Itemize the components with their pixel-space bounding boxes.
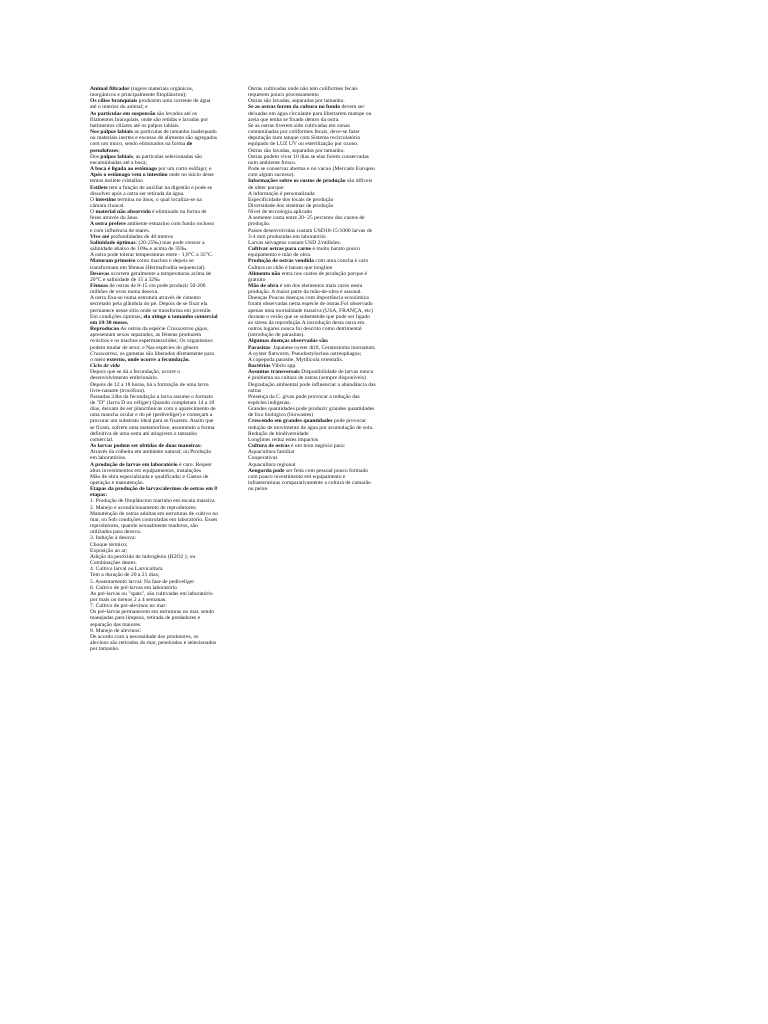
bold-text: Assuntos transversais: [248, 369, 300, 376]
text-run: ocorrem geralmente a temperaturas acima de 20°C e salinidade de 15 a 32‰: [90, 270, 212, 283]
right-text-column: [248, 86, 376, 492]
text-run: Choque térmico;: [90, 541, 128, 548]
text-run: Depois que se dá a fecundação, ocorre o desenvolvimento embrionário.: [90, 369, 181, 382]
paragraph: [90, 185, 218, 197]
bold-text: Animal filtrador: [90, 86, 130, 92]
text-run: O: [90, 209, 96, 216]
paragraph: [90, 486, 218, 498]
text-run: ;: [118, 147, 120, 154]
text-run: as partículas de tamanho inadequado ou materiais inertes e excesso de alimento são agregados com um muco, sendo eliminados na forma: [90, 129, 218, 148]
paragraph: [90, 129, 218, 154]
text-run: termina no ânus, o qual localiza-se na câmara cloacal.: [90, 196, 202, 209]
text-run: Longlines reduz estes impactos: [248, 436, 319, 443]
paragraph: [248, 468, 376, 493]
right-column-body: [248, 86, 376, 492]
text-run: O: [90, 196, 96, 203]
left-column-part-2: [90, 326, 218, 652]
paragraph: [248, 246, 376, 258]
paragraph: [248, 104, 376, 122]
text-run: Combinações destes.: [90, 560, 137, 567]
text-run: é caro: Requer altos investimentos em equipamentos, instalações: [90, 461, 212, 474]
paragraph: [90, 609, 218, 627]
text-run: entra nos custos de produção porque é gratuito: [248, 270, 368, 283]
bold-text: Crescendo em grandes quantidades: [248, 418, 333, 425]
text-run: Exposição ao ar;: [90, 547, 128, 554]
text-run: Ostras cultivadas onde não tem coliformes fecais requerem pouco processamento: [248, 86, 358, 99]
paragraph: [90, 98, 218, 110]
bold-text: Algumas doenças observadas são:: [248, 338, 329, 345]
text-run: , as partículas selecionadas são encaminhadas até a boca;: [90, 153, 203, 166]
paragraph: [248, 382, 376, 394]
bold-text: Parasitas: [248, 344, 271, 351]
text-run: 1. Produção de fitoplâncton marinho em escala massiva: [90, 498, 215, 505]
left-text-column: [90, 86, 218, 652]
bold-text: intestino: [95, 196, 116, 203]
text-run: Especificidade dos locais de produção: [248, 196, 334, 203]
text-run: Degradação ambiental pode influenciar a abundância das ostras: [248, 381, 376, 394]
paragraph: [90, 258, 218, 270]
text-run: A ostra pode tolerar temperaturas entre - 1,8°C a 35°C.: [90, 252, 213, 259]
left-column-part-1: [90, 86, 218, 326]
text-run: é um bom negócio para:: [289, 443, 346, 450]
bold-text: Cultivar ostras para carne: [248, 246, 312, 253]
bold-text: Maturam primeiro: [90, 258, 136, 265]
text-run: Disponibilidade de larvas nunca é problema na cultura de ostras (sempre disponíveis): [248, 369, 374, 382]
paragraph: [90, 591, 218, 603]
italic-text: Crassostrea gigas: [166, 326, 208, 333]
paragraph: [248, 394, 376, 406]
text-run: ser feita com pessoal pouco formado com pouco investimento em equipamento e infraestruturas comparativamente a cultura de camarão ou peixe.: [248, 467, 371, 493]
text-run: Manutenção de ostras adultas em estruturas de cultivo no mar, ou Sob condições controladas em laboratório. Esses reprodutores, quando sexualmente maduros, são utilizados para desova.: [90, 510, 218, 536]
text-run: pode provocar redução de movimento de água por acumulação de solo.: [248, 418, 374, 431]
text-run: Depois de 12 a 18 horas, há a formação de uma larva livre-natante (trocófora).: [90, 381, 209, 394]
bold-text: Após o estômago vem o intestino: [90, 172, 168, 179]
bold-text: Se as ostras forem da cultura no fundo: [248, 104, 341, 111]
italic-text: Crassostrea: [90, 350, 117, 357]
text-run: 7. Cultivo de pré-alevinos no mar:: [90, 603, 167, 610]
paragraph: [248, 406, 376, 418]
text-run: 8. Manejo de alevinos:: [90, 627, 141, 634]
paragraph: [90, 172, 218, 184]
paragraph: [248, 271, 376, 283]
text-run: Cooperativas: [248, 455, 278, 462]
text-run: 2. Manejo e acondicionamento de reprodutores:: [90, 504, 197, 511]
paragraph: [90, 271, 218, 283]
text-run: Passadas 24hs da fecundação a larva assume o formato de "D" (larva D ou véliger) Quando completam 14 a 18 dias, deixam de ser planctônicas com o aparecimento de uma mancha ocular e do pé (pediveliger) e começam a procurar um substrato ideal para se fixarem. Assim que se fixam, sofrem uma metamorfose, assumindo a forma definitiva de uma ostra até atingirem o tamanho comercial.: [90, 393, 216, 443]
bold-italic-text: Ciclo de vida: [90, 363, 120, 370]
text-run: Nível de tecnologia aplicado: [248, 209, 313, 216]
paragraph: [248, 283, 376, 295]
text-run: Aquacultura familiar: [248, 449, 295, 456]
text-run: Mão de obra especializada e qualificada; e Gastos de operação e manutenção.: [90, 473, 209, 486]
text-run: Dos: [90, 153, 101, 160]
text-run: Se as ostras tiverem sido cultivadas em zonas contaminadas por coliformes fecais, deve-se fazer depuração num tanque com Sistema recirculatório equipado de LUZ UV ou esterilização por ozono.: [248, 122, 361, 148]
bold-text: Reproducao: [90, 326, 120, 333]
bold-text: palpos labiais: [100, 153, 133, 160]
paragraph: [248, 86, 376, 98]
text-run: , os gametas são liberados diretamente para o meio: [90, 350, 214, 363]
text-run: Através da colheita em ambiente natural; ou Produção em laboratórios.: [90, 449, 212, 462]
paragraph: [248, 123, 376, 148]
text-run: é muito barato pouco equipamento e mão de obra.: [248, 246, 360, 259]
text-run: A semente custa entre 20- 25 percento dos custos de produção.: [248, 215, 365, 228]
bold-text: A produção de larvas em laboratório: [90, 461, 178, 468]
text-run: A informação é personalizada: [248, 190, 315, 197]
bold-text: material não absorvido: [95, 209, 151, 216]
paragraph: [248, 228, 376, 240]
text-run: Cultura no chão é barato que longline: [248, 264, 333, 271]
text-run: A copepoda parasite, Mytilicola orientalis.: [248, 356, 344, 363]
paragraph: [90, 197, 218, 209]
bold-text: Salinidade óptimas: [90, 239, 136, 246]
bold-text: Bactérias: [248, 363, 271, 370]
text-run: onde no início deste temos estilete cristalino: [90, 172, 214, 185]
paragraph: [90, 221, 218, 233]
text-run: ambiente estuarino com fundo rochoso e com influência de marés.: [90, 221, 215, 234]
paragraph: [90, 443, 218, 461]
text-run: Ostras podem viver 10 dias se elas forem conservadas num ambiente fresco.: [248, 153, 369, 166]
text-run: Vibrio spp.: [270, 363, 297, 370]
bold-text: Produção de ostras vendida: [248, 258, 314, 265]
text-run: profundidades de 40 metros: [109, 233, 173, 240]
text-run: produzem uma corrente de água até o interior do animal; e: [90, 98, 211, 111]
text-run: Ostras são lavadas, separadas por tamanho.: [248, 98, 345, 105]
paragraph: [90, 283, 218, 295]
text-run: Grandes quantidades pode produzir grandes quantidades de lixo biológico (biowastes): [248, 406, 375, 419]
bold-text: Os cílios branquiais: [90, 98, 138, 105]
text-run: Redução de biodiversidade: [248, 430, 309, 437]
bold-text: Aengorda pode: [248, 467, 285, 474]
paragraph: [248, 295, 376, 338]
text-run: é um dos elementos mais caros nesta produção. A maior parte da mão-de-obra é sasonal.: [248, 283, 363, 296]
paragraph: [90, 240, 218, 252]
paragraph: [248, 166, 376, 178]
bold-text: A ostra prefere: [90, 221, 126, 228]
bold-text: externo, onde ocorre a fecundação.: [106, 356, 190, 363]
bold-text: ela atinge o tamanho comercial em 18-30 meses.: [90, 313, 218, 326]
text-run: Diversidade dos sistemas de produção: [248, 202, 334, 209]
bold-text: Estilete: [90, 184, 108, 191]
paragraph: [248, 345, 376, 357]
bold-text: Cultura de ostras: [248, 443, 290, 450]
text-run: As ostras da espécie: [119, 326, 167, 333]
paragraph: [90, 295, 218, 326]
text-run: por um curto esôfago; e: [156, 166, 212, 173]
text-run: (ingere materiais orgânicos, inorgânicos e principalmente fitoplâncton);: [90, 86, 194, 99]
bold-text: Mão de obra: [248, 283, 279, 289]
bold-text: Etapas da produção de larvas/alevinos de ostras em 8 etapas:: [90, 486, 218, 499]
text-run: 5. Assentamento larval: Na fase de pediveliger: [90, 578, 195, 585]
text-run: são levados até os filamentos branquiais, onde são retidas e lavadas por batimentos ciliares até os palpos labiais.: [90, 110, 209, 129]
text-run: : Japanese oyster drill, Ceratostoma inornatum; A oyster flatworm, Pseudostylochus ostreophagus;: [248, 344, 376, 357]
text-run: De acordo com a necessidade dos produtores, os alevinos são retirados do mar, peneirados e selecionados por tamanho.: [90, 633, 217, 653]
text-run: Tem a duração de 20 a 21 dias;: [90, 572, 160, 579]
paragraph: [90, 462, 218, 474]
text-run: devem ser deixadas em água circulante para libertarem matope ou areia que tenha se fixado dentro da ostra.: [248, 104, 372, 123]
text-run: Doenças Poucas doenças com importância económica foram observadas nesta espécie de ostras.Foi observado apenas uma mortalidade massiva (USA, FRANÇA, etc) durante o verão que se subentende que pode ser ligado ao stress da reprodução.A introdução desta ostra em outros lugares nunca foi descrito como detrimental (introdução de parasitas).: [248, 295, 373, 339]
text-run: Pode se conservar abertas e no vacuo (Mercado Europeu com algum sucesso).: [248, 166, 375, 179]
text-run: são difíceis de obter porque:: [248, 178, 373, 191]
text-run: de ostras de 8-15 cm pode produzir 50-200 milhões de ovos numa desova.: [90, 283, 206, 296]
text-run: , apresentam sexos separados, as fêmeas produzem ovócitos e os machos espermatozóides; Os organismos podem mudar de sexo; e Nas espécies do gênero: [90, 326, 213, 351]
text-run: com uma concha é caro: [313, 258, 369, 265]
paragraph: [248, 215, 376, 227]
text-run: : (20-25‰) mas pode crescer a salinidade abaixo de 10‰ e acima de 35‰.: [90, 239, 205, 253]
paragraph: [90, 511, 218, 536]
text-run: As pré-larvas ou "spats", são cultivadas em laboratório por mais ou menos 2 a 4 semanas.: [90, 590, 213, 603]
paragraph: [248, 154, 376, 166]
paragraph: [248, 418, 376, 430]
bold-text: de pseudofezes: [90, 141, 193, 154]
paragraph: [90, 382, 218, 394]
text-run: Os pré-larvas permanecem em estruturas no mar, sendo manejadas para limpeza, retirada de predadores e separação das maiores.: [90, 609, 215, 628]
bold-text: A boca é ligada ao estômago: [90, 166, 157, 173]
text-run: Larvas selvagens custam USD 2/milhões.: [248, 239, 342, 246]
text-run: 3. Indução à desova:: [90, 535, 136, 542]
paragraph: [90, 154, 218, 166]
paragraph: [90, 369, 218, 381]
bold-text: Nos palpos labiais: [90, 129, 133, 136]
paragraph: [90, 209, 218, 221]
text-run: A ostra fixa-se numa estrutura através de cimento secretado pela glândula do pé. Depois de se fixar ela permanece nesse sítio onde se transforma em juvenile. Em condições óptimas,: [90, 295, 212, 320]
text-run: Ostras são lavadas, separadas por tamanho.: [248, 147, 345, 154]
text-run: como machos e depois se transformam em fêmeas (Hermafrodita sequencial).: [90, 258, 206, 271]
bold-text: Desovas: [90, 270, 110, 277]
paragraph: [248, 178, 376, 190]
paragraph: [90, 394, 218, 443]
bold-text: Alimento não: [248, 270, 281, 277]
bold-text: Informações sobre os custos de produção: [248, 178, 346, 185]
bold-text: As larvas podem ser obtidas de duas maneiras:: [90, 443, 202, 450]
text-run: 6. Cultivo de pré-larvas em laboratório: [90, 584, 177, 591]
text-run: Países desenvolvidas custam USD10-15/1000 larvas de 3-4 mm produzidas em laboratório: [248, 227, 373, 240]
text-run: Presença da C. givas pode provocar a redução das espécies indígenas.: [248, 393, 360, 406]
text-run: 4. Cultivo larval ou Larvicultura: [90, 566, 163, 573]
paragraph: [248, 369, 376, 381]
paragraph: [90, 634, 218, 652]
text-run: tem a função de auxiliar na digestão e pode se dissolver após a ostra ser retirada da água.: [90, 184, 213, 197]
text-run: é eliminado na forma de fezes através do ânus.: [90, 209, 207, 222]
paragraph: [90, 326, 218, 363]
bold-text: Fêmeas: [90, 283, 109, 289]
text-run: Aquacultura regional: [248, 461, 296, 468]
bold-text: Vive até: [90, 233, 110, 240]
paragraph: [90, 474, 218, 486]
paragraph: [90, 111, 218, 129]
text-run: Adição da peróxido de hidrogênio (H2O2 ); ou: [90, 553, 196, 560]
paragraph: [90, 86, 218, 98]
bold-text: As partículas em suspensão: [90, 110, 156, 117]
